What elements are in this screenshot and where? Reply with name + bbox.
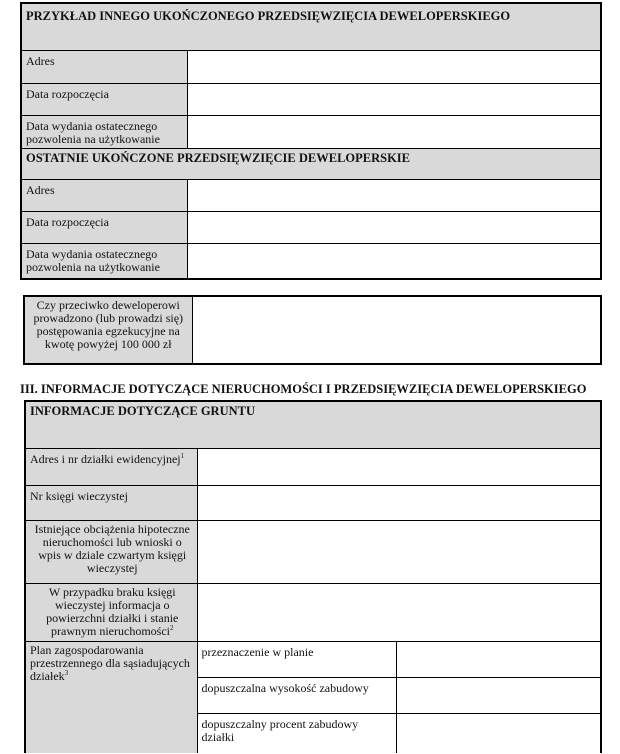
plan-coverage-field[interactable] <box>396 713 601 753</box>
land-info-header: INFORMACJE DOTYCZĄCE GRUNTU <box>25 401 601 448</box>
block1-start-date-label: Data rozpoczęcia <box>21 83 187 115</box>
completed-projects-table <box>20 2 602 280</box>
land-area-label: W przypadku braku księgi wieczystej informacja o powierzchni działki i stanie prawnym nieruchomości$^2$ <box>25 583 197 641</box>
land-address-field[interactable] <box>197 448 601 485</box>
block2-header: OSTATNIE UKOŃCZONE PRZEDSIĘWZIĘCIE DEWELOPERSKIE <box>21 148 601 179</box>
block1-header: PRZYKŁAD INNEGO UKOŃCZONEGO PRZEDSIĘWZIĘCIA DEWELOPERSKIEGO <box>21 3 601 50</box>
land-address-label: Adres i nr działki ewidencyjnej$^1$ <box>25 448 197 485</box>
land-mortgage-field[interactable] <box>197 520 601 583</box>
block2-permit-date-label: Data wydania ostatecznego pozwolenia na użytkowanie <box>21 243 187 279</box>
block2-address-label: Adres <box>21 179 187 211</box>
block1-permit-date-field[interactable] <box>187 115 601 148</box>
block1-address-label: Adres <box>21 50 187 83</box>
enforcement-label: Czy przeciwko deweloperowi prowadzono (lub prowadzi się) postępowania egzekucyjne na kwotę powyżej 100 000 zł <box>24 296 192 364</box>
plan-label: Plan zagospodarowania przestrzennego dla sąsiadujących działek$^3$ <box>25 641 197 753</box>
enforcement-field[interactable] <box>192 296 601 364</box>
plan-item-coverage: dopuszczalny procent zabudowy działki <box>197 713 396 753</box>
footnote-3: 3 <box>64 668 69 677</box>
enforcement-table <box>23 295 602 365</box>
plan-item-height: dopuszczalna wysokość zabudowy <box>197 677 396 713</box>
footnote-1: 1 <box>180 451 185 460</box>
block1-permit-date-label: Data wydania ostatecznego pozwolenia na użytkowanie <box>21 115 187 148</box>
land-registry-label: Nr księgi wieczystej <box>25 485 197 520</box>
block2-address-field[interactable] <box>187 179 601 211</box>
block1-start-date-field[interactable] <box>187 83 601 115</box>
land-registry-field[interactable] <box>197 485 601 520</box>
plan-purpose-field[interactable] <box>396 641 601 677</box>
block1-address-field[interactable] <box>187 50 601 83</box>
block2-start-date-label: Data rozpoczęcia <box>21 211 187 243</box>
plan-item-purpose: przeznaczenie w planie <box>197 641 396 677</box>
land-mortgage-label: Istniejące obciążenia hipoteczne nieruchomości lub wnioski o wpis w dziale czwartym księgi wieczystej <box>25 520 197 583</box>
block2-permit-date-field[interactable] <box>187 243 601 279</box>
footnote-2: 2 <box>169 623 174 632</box>
section-title: III. INFORMACJE DOTYCZĄCE NIERUCHOMOŚCI I PRZEDSIĘWZIĘCIA DEWELOPERSKIEGO <box>20 382 587 396</box>
land-info-table <box>24 400 602 753</box>
land-area-field[interactable] <box>197 583 601 641</box>
plan-height-field[interactable] <box>396 677 601 713</box>
block2-start-date-field[interactable] <box>187 211 601 243</box>
